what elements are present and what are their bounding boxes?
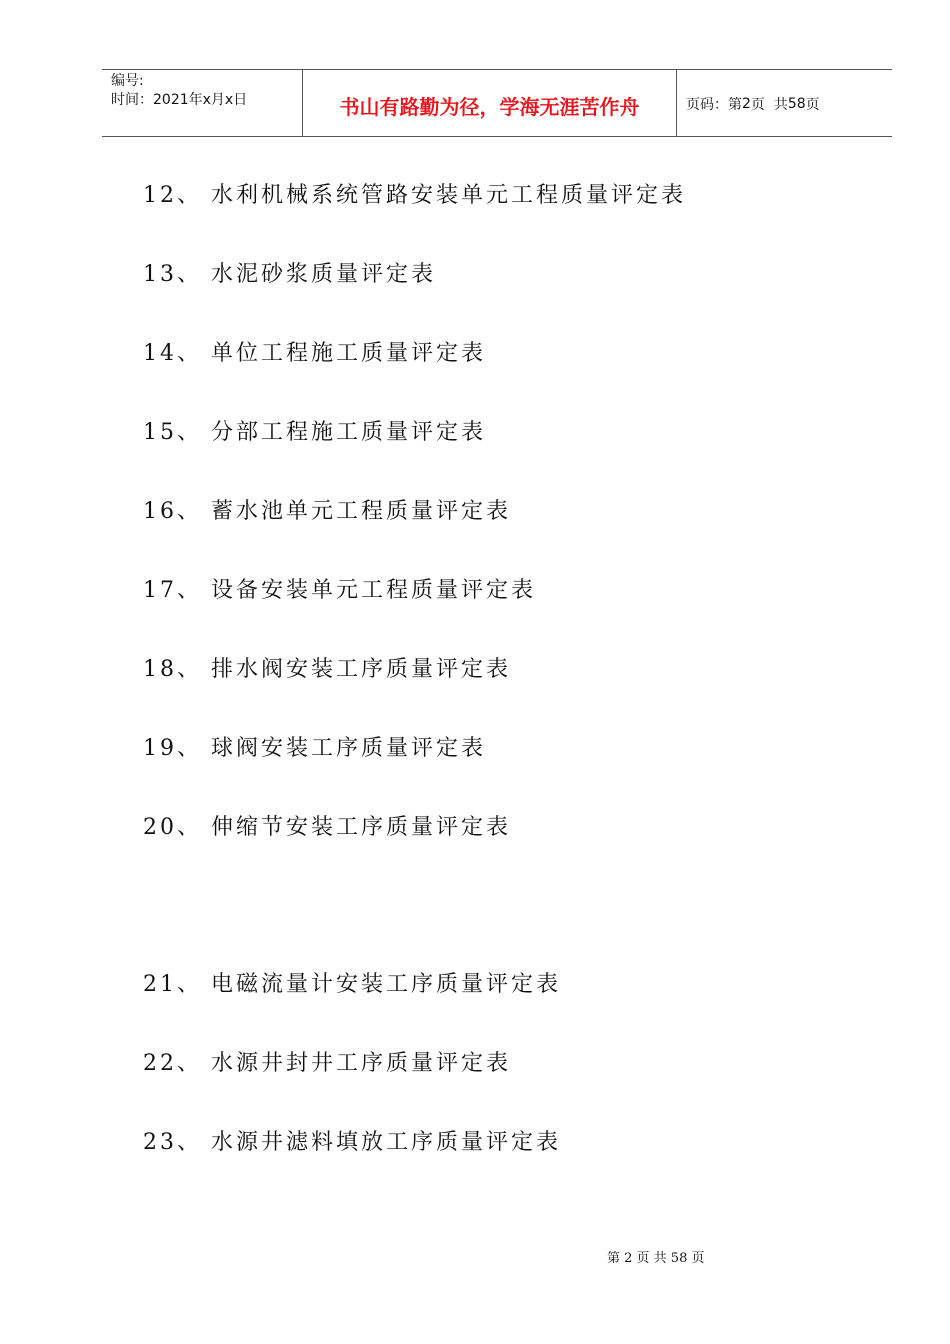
list-item-number: 17、 [143, 578, 202, 603]
list-item-number: 19、 [143, 736, 202, 761]
header-page-info [677, 70, 892, 136]
list-item-number: 18、 [143, 657, 202, 682]
document-time-label: 时间：2021年x月x日 [111, 92, 248, 108]
header-motto: 书山有路勤为径，学海无涯苦作舟 [303, 70, 677, 136]
list-item [143, 494, 511, 525]
list-item [143, 257, 436, 288]
list-item-number: 16、 [143, 499, 202, 524]
list-item-text: 水利机械系统管路安装单元工程质量评定表 [211, 183, 687, 208]
header-meta [102, 70, 303, 136]
list-item-number: 20、 [143, 815, 202, 840]
list-item-number: 21、 [143, 972, 202, 997]
list-item [143, 1125, 561, 1156]
list-item [143, 178, 686, 209]
list-item-number: 22、 [143, 1051, 202, 1076]
list-item-number: 14、 [143, 341, 202, 366]
list-item-text: 球阀安装工序质量评定表 [211, 736, 487, 761]
list-item-text: 设备安装单元工程质量评定表 [211, 578, 537, 603]
list-item-text: 分部工程施工质量评定表 [211, 420, 487, 445]
list-item [143, 652, 511, 683]
list-item-text: 蓄水池单元工程质量评定表 [211, 499, 512, 524]
list-item-text: 排水阀安装工序质量评定表 [211, 657, 512, 682]
list-item [143, 810, 511, 841]
list-item-number: 23、 [143, 1130, 202, 1155]
page-footer: 第 2 页 共 58 页 [607, 1251, 705, 1266]
list-item-text: 伸缩节安装工序质量评定表 [211, 815, 512, 840]
list-item [143, 731, 486, 762]
list-item [143, 967, 561, 998]
list-item-number: 15、 [143, 420, 202, 445]
list-item [143, 336, 486, 367]
list-item-number: 12、 [143, 183, 202, 208]
document-number-label: 编号: [111, 73, 144, 89]
list-item-text: 水泥砂浆质量评定表 [211, 262, 437, 287]
page-number: 2 [742, 96, 751, 112]
page-mid: 页 共 [750, 97, 788, 113]
list-item [143, 573, 536, 604]
page-label: 页码：第 [686, 97, 742, 113]
list-item [143, 415, 486, 446]
list-item-text: 水源井滤料填放工序质量评定表 [211, 1130, 562, 1155]
list-item-text: 水源井封井工序质量评定表 [211, 1051, 512, 1076]
page-end: 页 [805, 97, 820, 113]
page-header [102, 69, 892, 137]
page-total: 58 [787, 96, 806, 112]
list-item [143, 1046, 511, 1077]
list-item-text: 单位工程施工质量评定表 [211, 341, 487, 366]
list-item-number: 13、 [143, 262, 202, 287]
list-item-text: 电磁流量计安装工序质量评定表 [211, 972, 562, 997]
